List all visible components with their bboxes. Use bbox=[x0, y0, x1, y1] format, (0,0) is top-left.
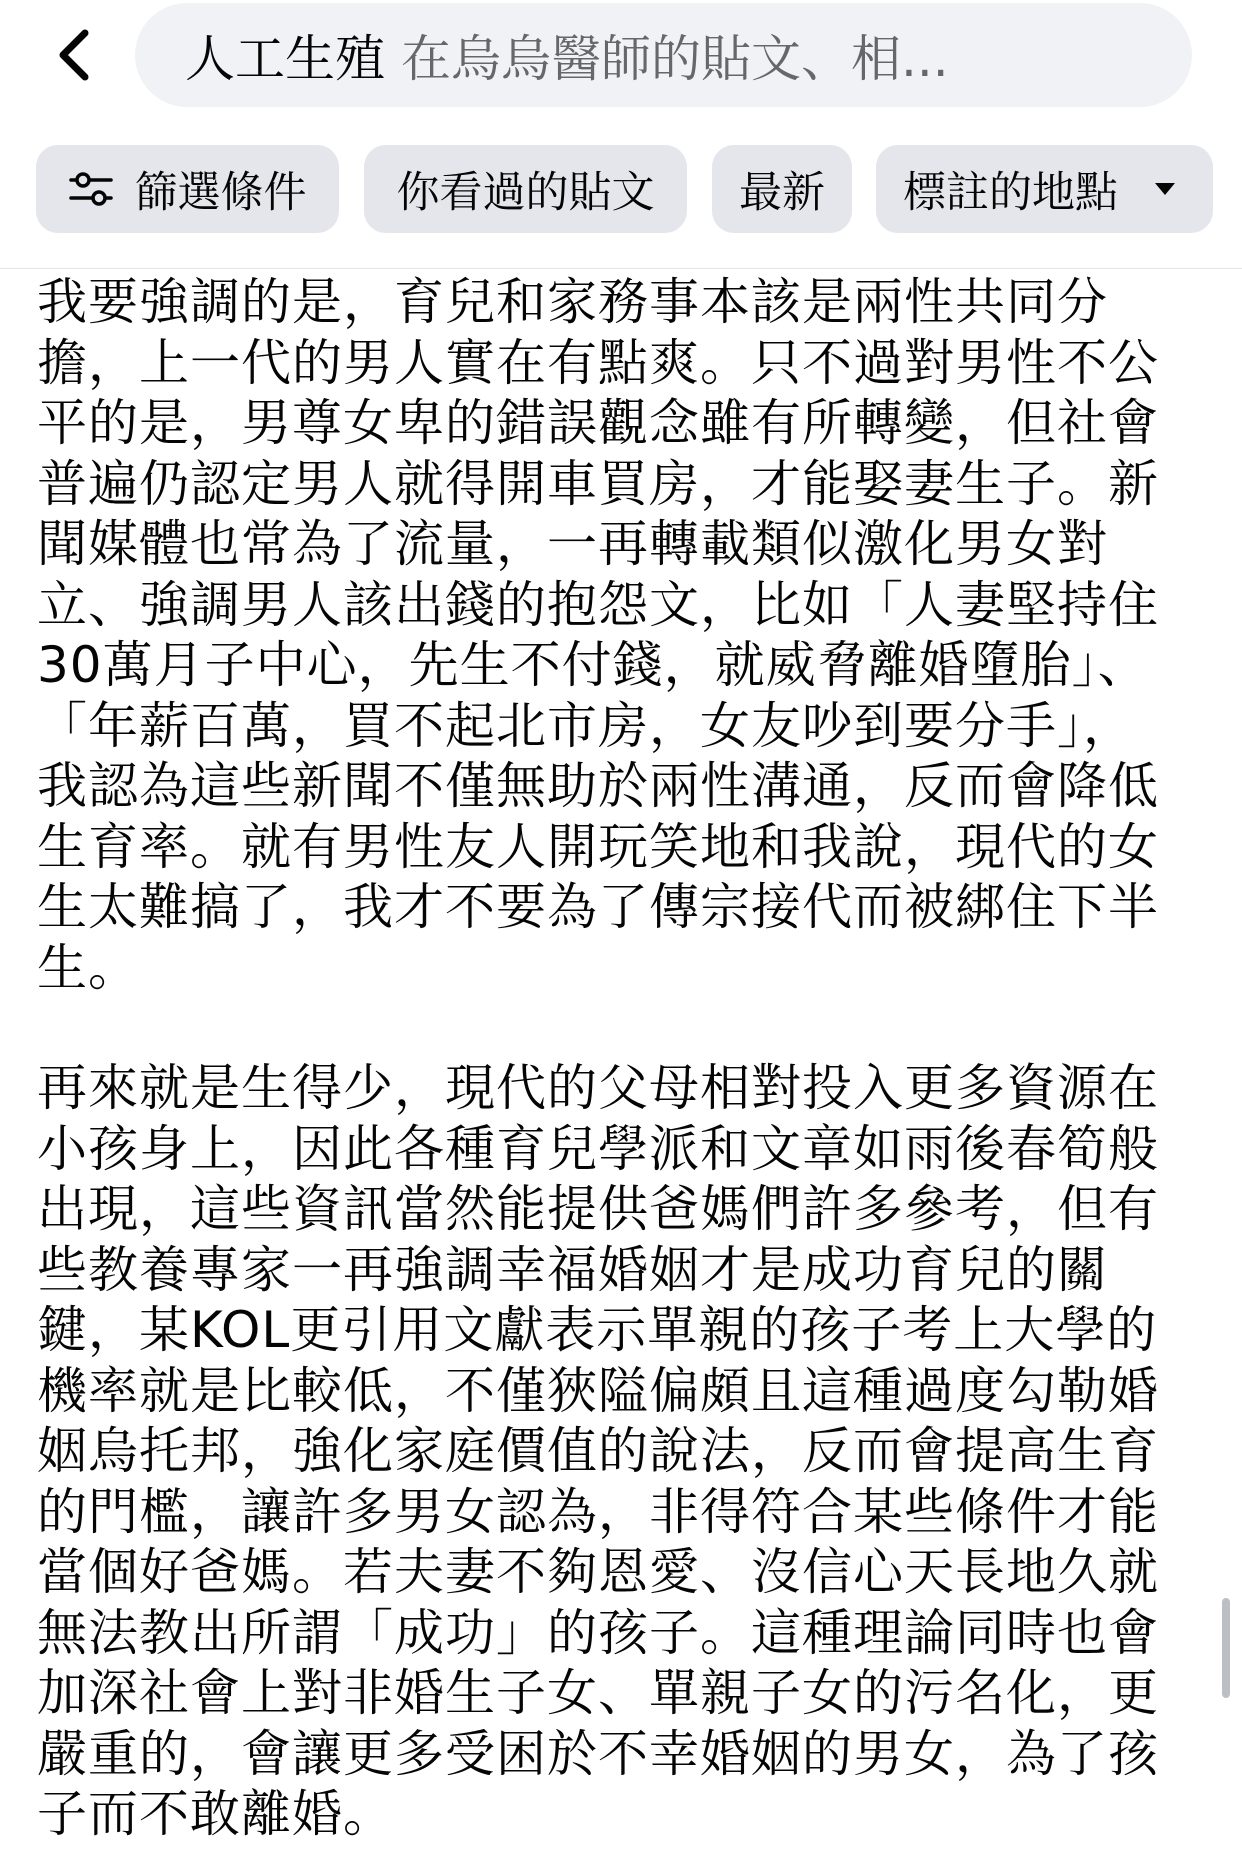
caret-down-icon bbox=[1154, 182, 1176, 196]
search-context: 在烏烏醫師的貼文、相... bbox=[401, 30, 949, 88]
chevron-left-icon bbox=[53, 27, 93, 83]
filter-row bbox=[0, 145, 1242, 235]
search-term: 人工生殖 bbox=[185, 30, 385, 88]
seen-posts-label: 你看過的貼文 bbox=[396, 167, 655, 218]
search-box[interactable] bbox=[135, 3, 1192, 107]
filter-conditions-label: 篩選條件 bbox=[134, 167, 307, 218]
latest-chip[interactable] bbox=[712, 145, 852, 233]
top-bar bbox=[0, 0, 1242, 110]
seen-posts-chip[interactable] bbox=[364, 145, 687, 233]
tagged-location-label: 標註的地點 bbox=[903, 167, 1118, 218]
sliders-icon bbox=[69, 169, 113, 209]
back-button[interactable] bbox=[38, 20, 108, 90]
post-paragraph: 我要強調的是，育兒和家務事本該是兩性共同分 擔，上一代的男人實在有點爽。只不過對男性不公 平的是，男尊女卑的錯誤觀念雖有所轉變，但社會 普遍仍認定男人就得開車買房，才能娶妻生子。新 聞媒體也常為了流量，一再轉載類似激化男女對 立、強調男人該出錢的抱怨文，比如「人妻堅持住 30萬月子中心，先生不付錢，就威脅離婚墮胎」、 「年薪百萬，買不起北市房，女友吵到要分手」， 我認為這些新聞不僅無助於兩性溝通，反而會降低 生育率。就有男性友人開玩笑地和我說，現代的女 生太難搞了，我才不要為了傳宗接代而被綁住下半 生。 bbox=[37, 273, 1159, 997]
post-body bbox=[37, 272, 1187, 1845]
divider bbox=[0, 268, 1242, 269]
post-paragraph: 再來就是生得少，現代的父母相對投入更多資源在 小孩身上，因此各種育兒學派和文章如雨後春筍般 出現，這些資訊當然能提供爸媽們許多參考，但有 些教養專家一再強調幸福婚姻才是成功育兒的關 鍵，某KOL更引用文獻表示單親的孩子考上大學的 機率就是比較低，不僅狹隘偏頗且這種過度勾勒婚 姻烏托邦，強化家庭價值的說法，反而會提高生育 的門檻，讓許多男女認為，非得符合某些條件才能 當個好爸媽。若夫妻不夠恩愛、沒信心天長地久就 無法教出所謂「成功」的孩子。這種理論同時也會 加深社會上對非婚生子女、單親子女的污名化，更 嚴重的，會讓更多受困於不幸婚姻的男女，為了孩 子而不敢離婚。 bbox=[37, 1059, 1159, 1843]
tagged-location-chip[interactable] bbox=[876, 145, 1213, 233]
scrollbar[interactable] bbox=[1222, 1598, 1230, 1698]
filter-conditions-chip[interactable] bbox=[36, 145, 339, 233]
latest-label: 最新 bbox=[739, 167, 825, 218]
